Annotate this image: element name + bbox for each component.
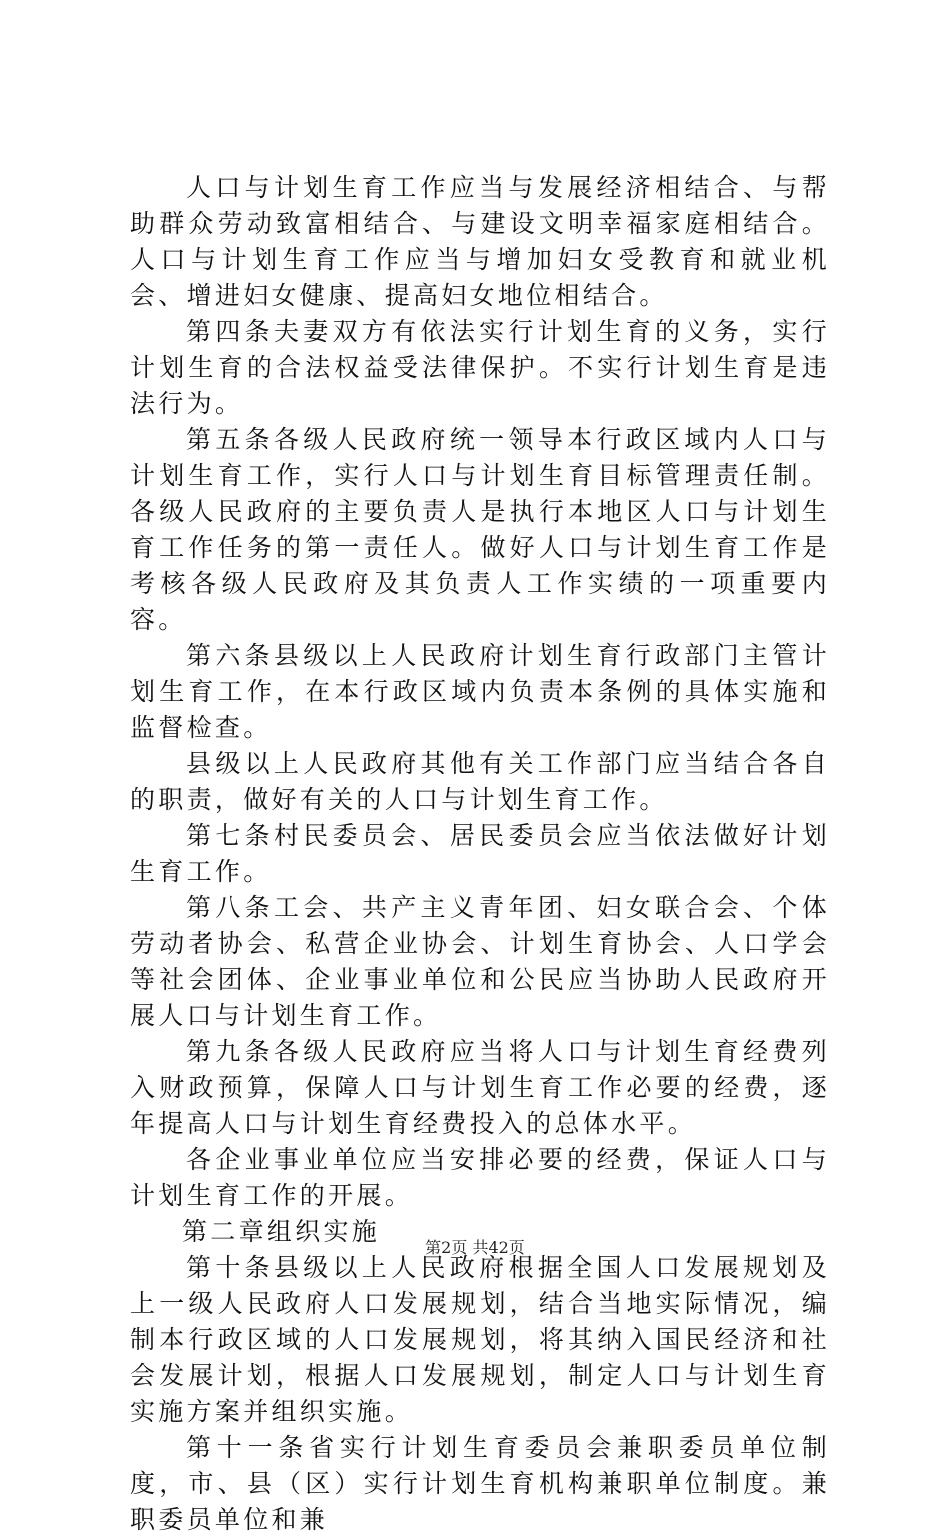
paragraph-article-6-cont: 县级以上人民政府其他有关工作部门应当结合各自的职责，做好有关的人口与计划生育工作。 <box>130 749 830 814</box>
paragraph-article-7: 第七条村民委员会、居民委员会应当依法做好计划生育工作。 <box>130 821 830 886</box>
paragraph-article-4: 第四条夫妻双方有依法实行计划生育的义务，实行计划生育的合法权益受法律保护。不实行计划生育是违法行为。 <box>130 317 830 418</box>
chapter-heading: 第二章组织实施 <box>182 1217 381 1246</box>
paragraph-article-9: 第九条各级人民政府应当将人口与计划生育经费列入财政预算，保障人口与计划生育工作必要的经费，逐年提高人口与计划生育经费投入的总体水平。 <box>130 1037 830 1138</box>
page-number-footer: 第2页 共42页 <box>425 1238 525 1257</box>
paragraph-article-9-cont: 各企业事业单位应当安排必要的经费，保证人口与计划生育工作的开展。 <box>130 1145 830 1210</box>
paragraph-article-8: 第八条工会、共产主义青年团、妇女联合会、个体劳动者协会、私营企业协会、计划生育协会、人口学会等社会团体、企业事业单位和公民应当协助人民政府开展人口与计划生育工作。 <box>130 893 830 1030</box>
paragraph-article-10: 第十条县级以上人民政府根据全国人口发展规划及上一级人民政府人口发展规划，结合当地实际情况，编制本行政区域的人口发展规划，将其纳入国民经济和社会发展计划，根据人口发展规划，制定人口与计划生育实施方案并组织实施。 <box>130 1253 830 1426</box>
document-body <box>130 170 830 1538</box>
paragraph-1: 人口与计划生育工作应当与发展经济相结合、与帮助群众劳动致富相结合、与建设文明幸福家庭相结合。人口与计划生育工作应当与增加妇女受教育和就业机会、增进妇女健康、提高妇女地位相结合。 <box>130 173 830 310</box>
paragraph-article-6: 第六条县级以上人民政府计划生育行政部门主管计划生育工作，在本行政区域内负责本条例的具体实施和监督检查。 <box>130 641 830 742</box>
paragraph-article-11: 第十一条省实行计划生育委员会兼职委员单位制度，市、县（区）实行计划生育机构兼职单位制度。兼职委员单位和兼 <box>130 1433 830 1534</box>
paragraph-article-5: 第五条各级人民政府统一领导本行政区域内人口与计划生育工作，实行人口与计划生育目标管理责任制。各级人民政府的主要负责人是执行本地区人口与计划生育工作任务的第一责任人。做好人口与计划生育工作是考核各级人民政府及其负责人工作实绩的一项重要内容。 <box>130 425 830 634</box>
